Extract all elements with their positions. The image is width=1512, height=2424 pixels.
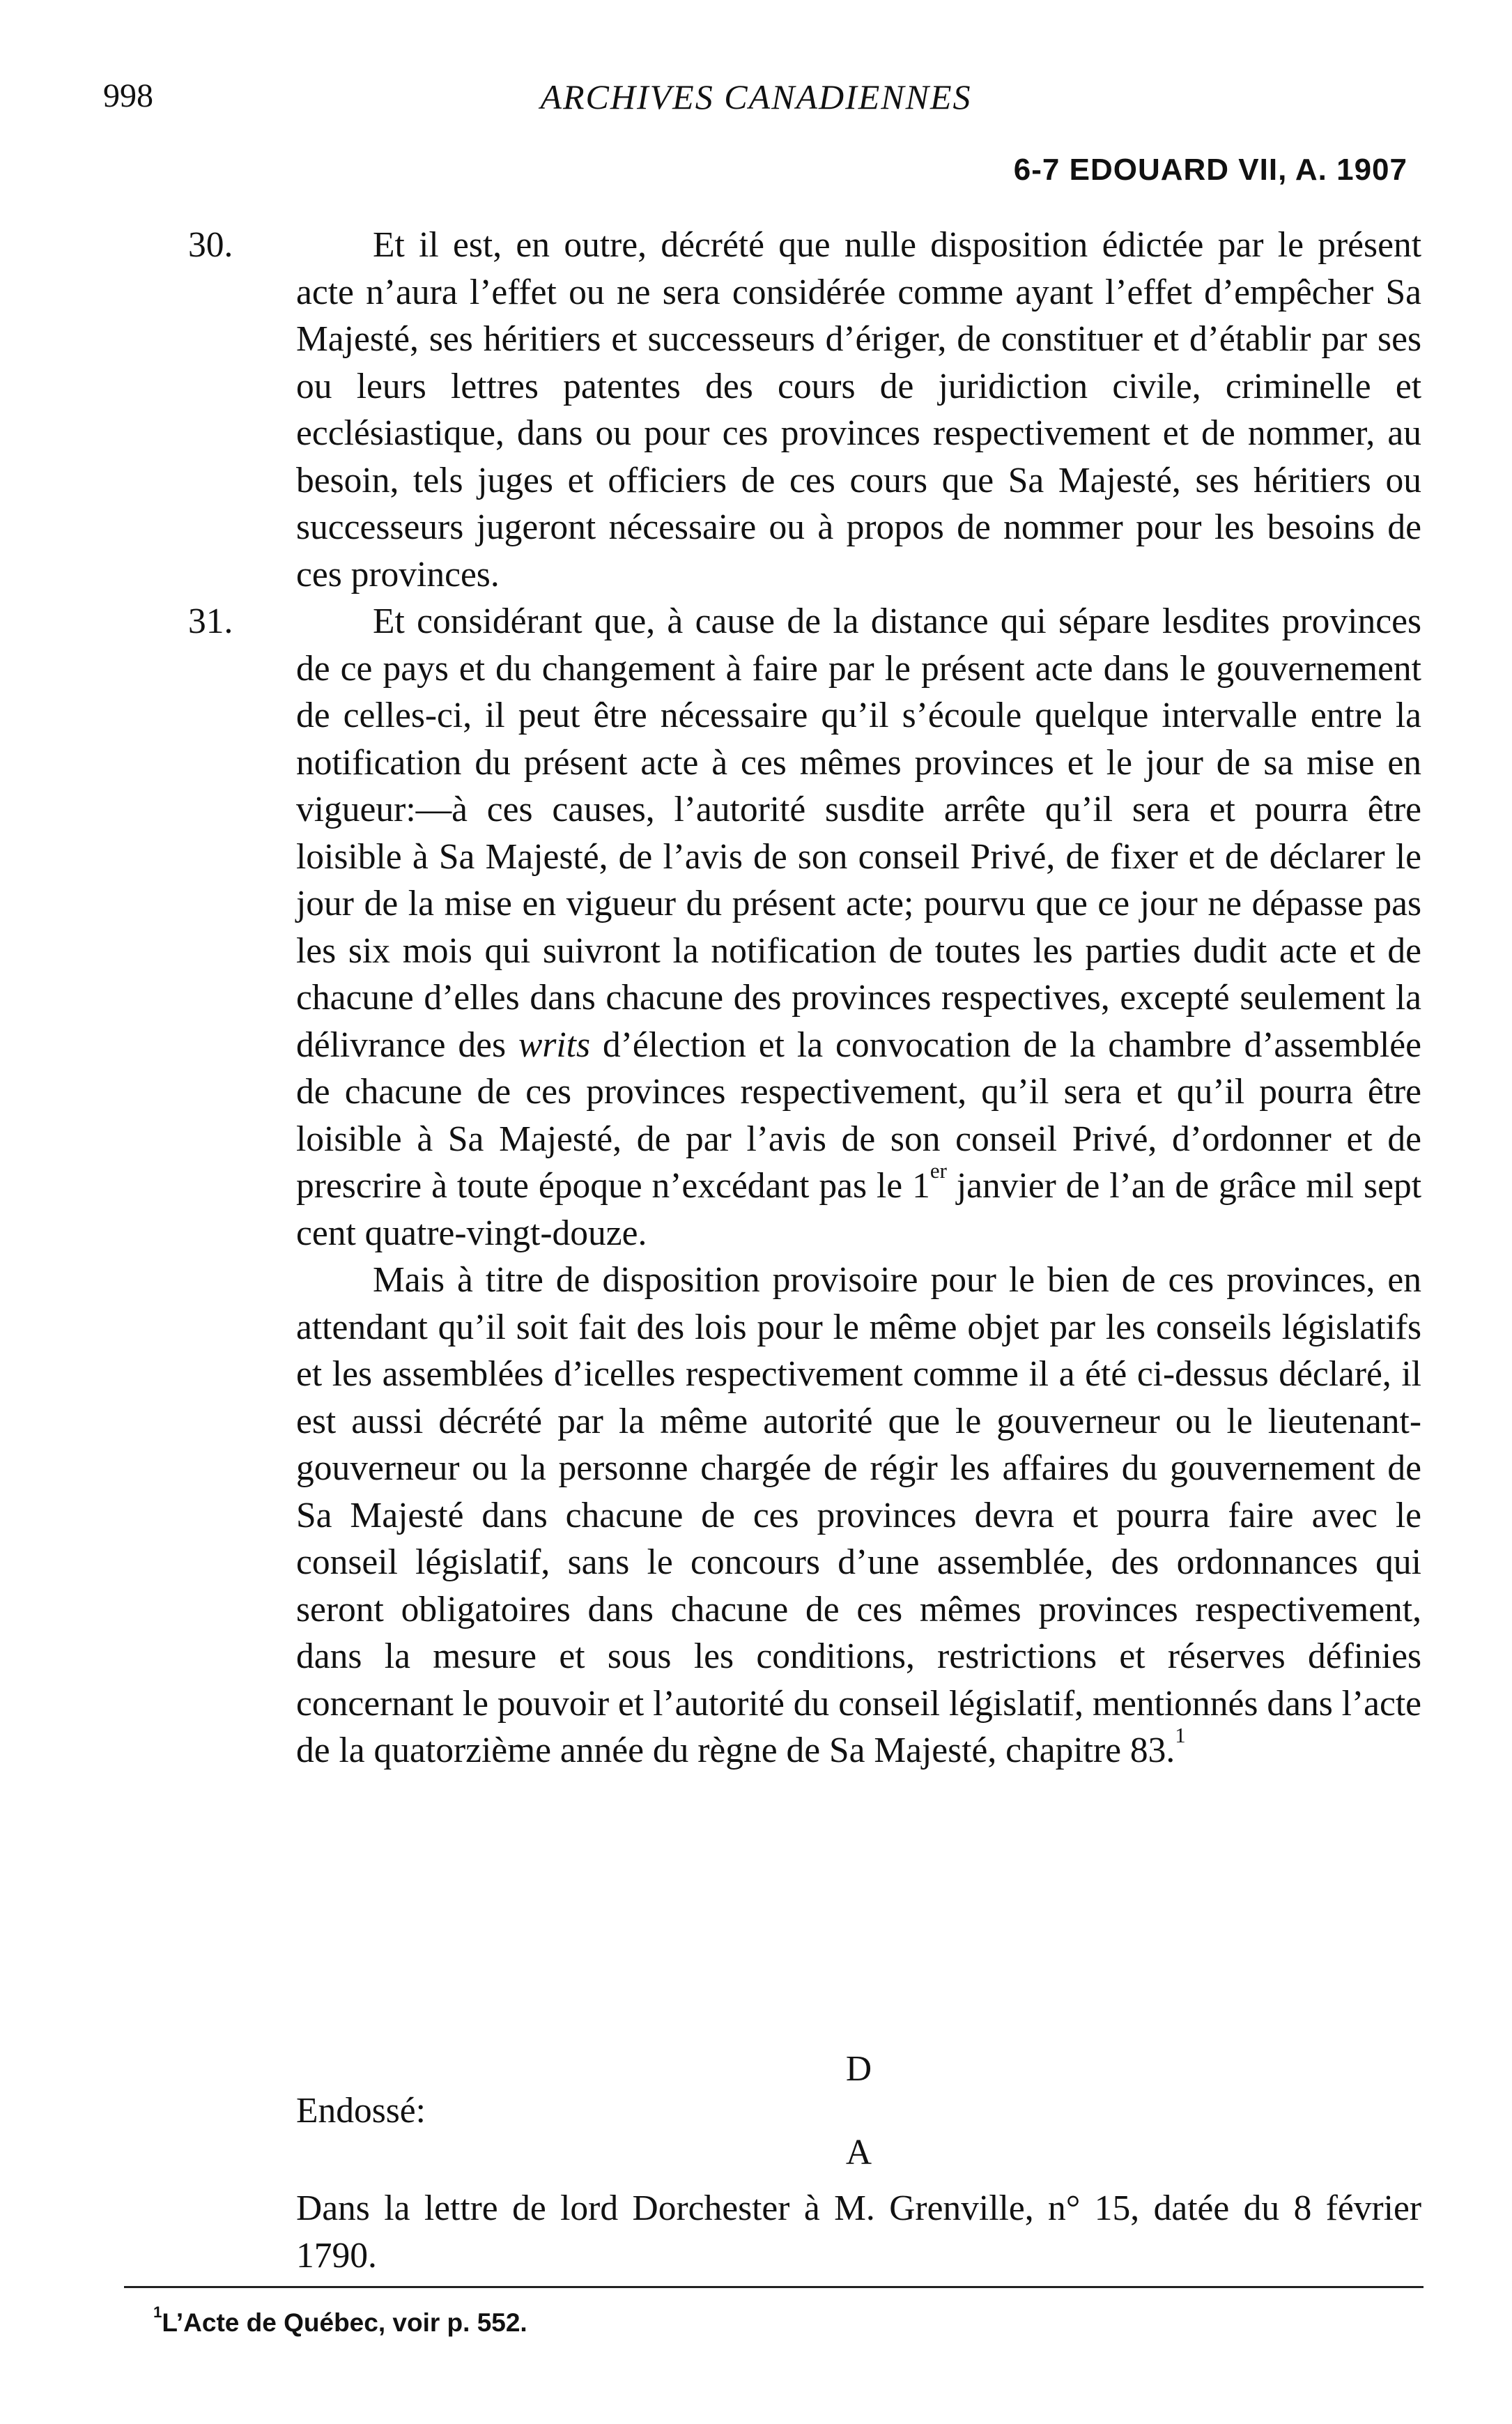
endorsement-label: Endossé: — [296, 2091, 426, 2131]
section-text: d’élection et la convocation de la chambre d’assemblée de chacune de ces provinces respectivement, qu’il sera et qu’il pourra être loisible à Sa Majesté, de par l’avis de son conseil Privé, d’ordonner et de prescrire à toute époque n’excédant pas le 1 — [296, 1025, 1422, 1206]
main-text — [188, 222, 1422, 1774]
footnote-marker: 1 — [153, 2303, 162, 2322]
section-text: janvier de l’an de grâce mil sept cent quatre-vingt-douze. — [296, 1166, 1421, 1253]
running-date: 6-7 EDOUARD VII, A. 1907 — [1013, 153, 1407, 187]
footnote-rule — [124, 2286, 1424, 2288]
section-30 — [188, 222, 1421, 598]
footnote — [153, 2303, 527, 2339]
italic-term: writs — [518, 1025, 591, 1065]
footnote-reference: 1 — [1175, 1723, 1186, 1748]
endorsement-letter-top: D — [845, 2049, 872, 2089]
section-text: Et il est, en outre, décrété que nulle disposition édictée par le présent acte n’aura l’effet ou ne sera considérée comme ayant l’effet d’empêcher Sa Majesté, ses héritiers et successeurs d’ériger, de constituer et d’établir par ses ou leurs lettres patentes des cours de juridiction civile, criminelle et ecclésiastique, dans ou pour ces provinces respectivement et de nommer, au besoin, tels juges et officiers de ces cours que Sa Majesté, ses héritiers ou successeurs jugeront nécessaire ou à propos de nommer pour les besoins de ces provinces. — [296, 225, 1421, 595]
section-number: 30. — [188, 225, 233, 265]
endorsement-letter-bottom: A — [845, 2133, 872, 2172]
paragraph-text: Mais à titre de disposition provisoire pour le bien de ces provinces, en attendant qu’il soit fait des lois pour le même objet par les conseils législatifs et les assemblées d’icelles respectivement comme il a été ci-dessus déclaré, il est aussi décrété par la même autorité que le gouverneur ou le lieutenant-gouverneur ou la personne chargée de régir les affaires du gouvernement de Sa Majesté dans chacune de ces provinces devra et pourra faire avec le conseil législatif, sans le concours d’une assemblée, des ordonnances qui seront obligatoires dans chacune de ces mêmes provinces respectivement, dans la mesure et sous les conditions, restrictions et réserves définies concernant le pouvoir et l’autorité du conseil législatif, mentionnés dans l’acte de la quatorzième année du règne de Sa Majesté, chapitre 83. — [296, 1260, 1421, 1770]
footnote-text: L’Acte de Québec, voir p. 552. — [162, 2308, 527, 2337]
endorsement-closing-text: Dans la lettre de lord Dorchester à M. Grenville, n° 15, datée du 8 février 1790. — [296, 2188, 1421, 2276]
section-number: 31. — [188, 601, 233, 641]
ordinal-suffix: er — [929, 1158, 947, 1183]
section-31 — [188, 598, 1422, 1257]
provisional-paragraph — [296, 1257, 1421, 1774]
page-number: 998 — [103, 77, 153, 114]
running-title: ARCHIVES CANADIENNES — [540, 77, 972, 116]
section-text: Et considérant que, à cause de la distance qui sépare lesdites provinces de ce pays et du changement à faire par le présent acte dans le gouvernement de celles-ci, il peut être nécessaire qu’il s’écoule quelque intervalle entre la notification du présent acte à ces mêmes provinces et le jour de sa mise en vigueur:—à ces causes, l’autorité susdite arrête qu’il sera et pourra être loisible à Sa Majesté, de l’avis de son conseil Privé, de fixer et de déclarer le jour de la mise en vigueur du présent acte; pourvu que ce jour ne dépasse pas les six mois qui suivront la notification de toutes les parties dudit acte et de chacune d’elles dans chacune des provinces respectives, excepté seulement la délivrance des — [296, 601, 1421, 1065]
